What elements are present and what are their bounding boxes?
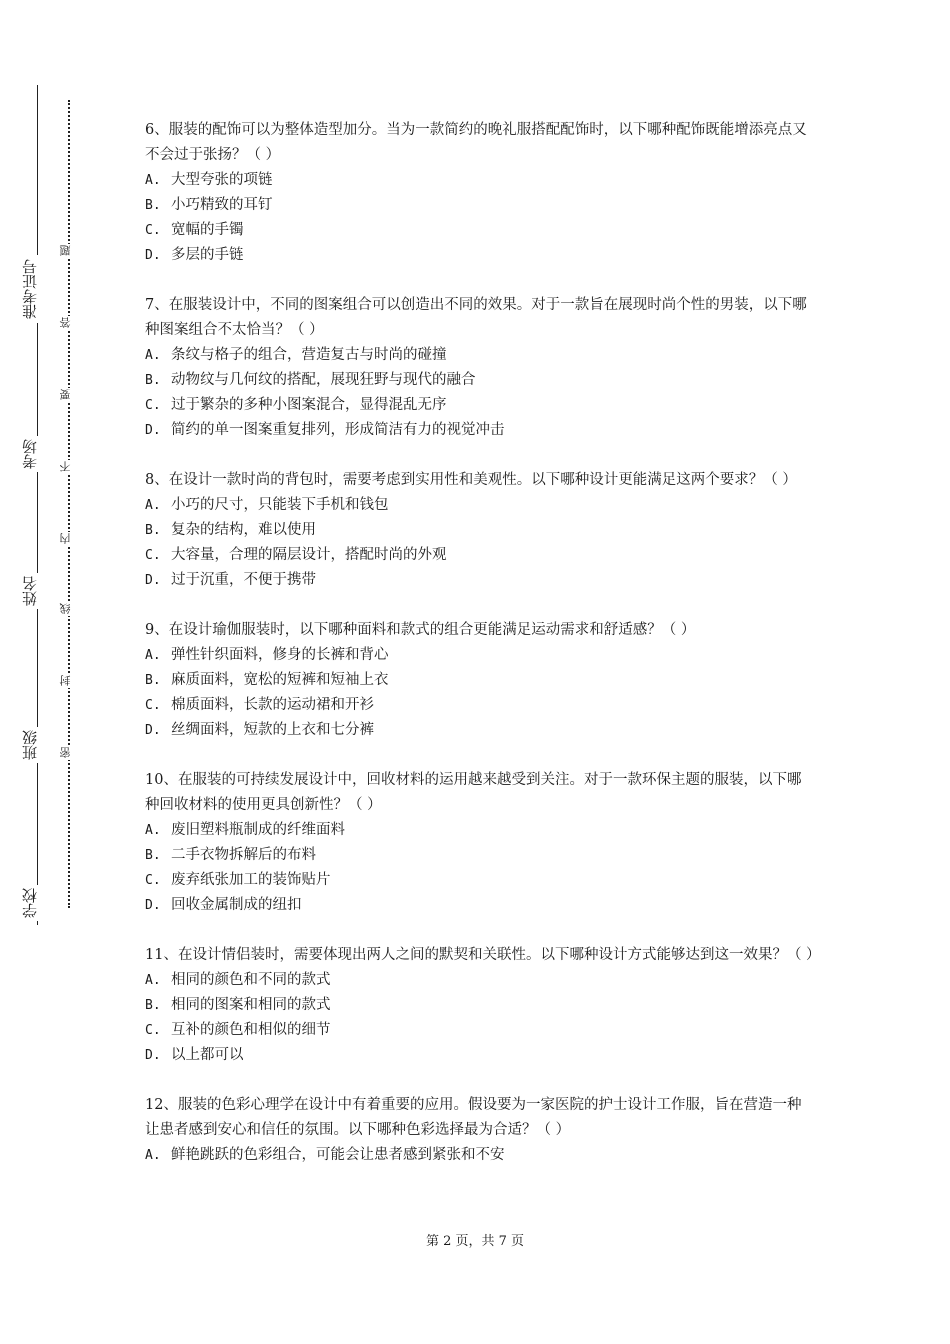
option-text: 丝绸面料，短款的上衣和七分裤 — [171, 722, 374, 738]
option-letter: B. — [145, 848, 161, 863]
option-a[interactable] — [145, 168, 815, 193]
seal-char: 要 — [60, 388, 76, 402]
question-stem: 11、在设计情侣装时，需要体现出两人之间的默契和关联性。以下哪种设计方式能够达到这一效果？（ ） — [145, 947, 821, 963]
option-text: 二手衣物拆解后的布料 — [171, 847, 316, 863]
option-text: 鲜艳跳跃的色彩组合，可能会让患者感到紧张和不安 — [171, 1147, 505, 1163]
option-letter: D. — [145, 573, 161, 588]
option-b[interactable] — [145, 518, 815, 543]
exam-room-label: 考场 — [22, 436, 42, 472]
option-letter: A. — [145, 1148, 161, 1163]
option-text: 废旧塑料瓶制成的纤维面料 — [171, 822, 345, 838]
option-letter: A. — [145, 823, 161, 838]
option-letter: D. — [145, 423, 161, 438]
option-text: 过于繁杂的多种小图案混合，显得混乱无序 — [171, 397, 447, 413]
question-stem: 8、在设计一款时尚的背包时，需要考虑到实用性和美观性。以下哪种设计更能满足这两个要求？（ ） — [145, 472, 797, 488]
question-stem: 9、在设计瑜伽服装时，以下哪种面料和款式的组合更能满足运动需求和舒适感？（ ） — [145, 622, 696, 638]
option-letter: D. — [145, 723, 161, 738]
option-letter: A. — [145, 173, 161, 188]
option-d[interactable] — [145, 1043, 815, 1068]
option-text: 大型夸张的项链 — [171, 172, 273, 188]
question-stem: 10、在服装的可持续发展设计中，回收材料的运用越来越受到关注。对于一款环保主题的服装，以下哪种回收材料的使用更具创新性？（ ） — [145, 772, 802, 813]
option-letter: C. — [145, 873, 161, 888]
option-text: 动物纹与几何纹的搭配，展现狂野与现代的融合 — [171, 372, 476, 388]
option-a[interactable] — [145, 643, 815, 668]
question-11 — [145, 943, 821, 1068]
option-letter: D. — [145, 1048, 161, 1063]
question-6 — [145, 118, 815, 268]
option-d[interactable] — [145, 568, 815, 593]
option-c[interactable] — [145, 1018, 815, 1043]
option-letter: A. — [145, 348, 161, 363]
option-letter: D. — [145, 248, 161, 263]
option-letter: A. — [145, 648, 161, 663]
option-text: 小巧精致的耳钉 — [171, 197, 273, 213]
option-text: 过于沉重，不便于携带 — [171, 572, 316, 588]
binding-solid-line — [37, 85, 38, 925]
option-letter: C. — [145, 398, 161, 413]
question-list — [145, 118, 821, 1193]
option-text: 宽幅的手镯 — [171, 222, 244, 238]
option-d[interactable] — [145, 893, 815, 918]
option-text: 互补的颜色和相似的细节 — [171, 1022, 331, 1038]
option-text: 弹性针织面料，修身的长裤和背心 — [171, 647, 389, 663]
option-letter: B. — [145, 523, 161, 538]
option-letter: A. — [145, 498, 161, 513]
question-8 — [145, 468, 815, 593]
exam-id-label: 准考证号 — [22, 255, 42, 323]
option-letter: C. — [145, 548, 161, 563]
option-a[interactable] — [145, 493, 815, 518]
option-d[interactable] — [145, 418, 815, 443]
option-c[interactable] — [145, 393, 815, 418]
option-a[interactable] — [145, 818, 815, 843]
question-stem: 12、服装的色彩心理学在设计中有着重要的应用。假设要为一家医院的护士设计工作服，旨在营造一种让患者感到安心和信任的氛围。以下哪种色彩选择最为合适？（ ） — [145, 1097, 802, 1138]
option-text: 相同的图案和相同的款式 — [171, 997, 331, 1013]
option-letter: B. — [145, 198, 161, 213]
option-letter: B. — [145, 373, 161, 388]
seal-char: 密 — [60, 746, 76, 760]
option-letter: C. — [145, 223, 161, 238]
option-letter: A. — [145, 973, 161, 988]
option-b[interactable] — [145, 668, 815, 693]
name-label: 姓名 — [22, 573, 42, 609]
question-stem: 7、在服装设计中，不同的图案组合可以创造出不同的效果。对于一款旨在展现时尚个性的男装，以下哪种图案组合不太恰当？（ ） — [145, 297, 807, 338]
class-label: 班级 — [22, 727, 42, 763]
seal-char: 封 — [60, 674, 76, 688]
option-d[interactable] — [145, 243, 815, 268]
seal-char: 线 — [60, 602, 76, 616]
option-letter: B. — [145, 673, 161, 688]
option-text: 相同的颜色和不同的款式 — [171, 972, 331, 988]
option-text: 棉质面料，长款的运动裙和开衫 — [171, 697, 374, 713]
option-text: 条纹与格子的组合，营造复古与时尚的碰撞 — [171, 347, 447, 363]
option-letter: C. — [145, 1023, 161, 1038]
seal-char: 不 — [60, 460, 76, 474]
option-text: 多层的手链 — [171, 247, 244, 263]
option-text: 麻质面料，宽松的短裤和短袖上衣 — [171, 672, 389, 688]
option-text: 回收金属制成的纽扣 — [171, 897, 302, 913]
option-c[interactable] — [145, 218, 815, 243]
seal-char: 内 — [60, 532, 76, 546]
option-text: 废弃纸张加工的装饰贴片 — [171, 872, 331, 888]
school-label: 学校 — [22, 885, 42, 921]
page-number-footer: 第 2 页，共 7 页 — [425, 1234, 525, 1249]
option-letter: B. — [145, 998, 161, 1013]
binding-dotted-line — [68, 100, 70, 908]
seal-char: 答 — [60, 316, 76, 330]
question-9 — [145, 618, 815, 743]
option-c[interactable] — [145, 868, 815, 893]
question-10 — [145, 768, 815, 918]
question-12 — [145, 1093, 815, 1168]
option-a[interactable] — [145, 1143, 815, 1168]
seal-char: 题 — [60, 244, 76, 258]
option-b[interactable] — [145, 193, 815, 218]
option-letter: C. — [145, 698, 161, 713]
option-b[interactable] — [145, 368, 815, 393]
option-b[interactable] — [145, 843, 815, 868]
option-text: 小巧的尺寸，只能装下手机和钱包 — [171, 497, 389, 513]
question-stem: 6、服装的配饰可以为整体造型加分。当为一款简约的晚礼服搭配配饰时，以下哪种配饰既能增添亮点又不会过于张扬？（ ） — [145, 122, 807, 163]
option-a[interactable] — [145, 968, 815, 993]
question-7 — [145, 293, 815, 443]
option-c[interactable] — [145, 693, 815, 718]
option-text: 以上都可以 — [171, 1047, 244, 1063]
option-text: 大容量，合理的隔层设计，搭配时尚的外观 — [171, 547, 447, 563]
option-d[interactable] — [145, 718, 815, 743]
option-b[interactable] — [145, 993, 815, 1018]
option-text: 复杂的结构，难以使用 — [171, 522, 316, 538]
option-text: 简约的单一图案重复排列，形成简洁有力的视觉冲击 — [171, 422, 505, 438]
option-c[interactable] — [145, 543, 815, 568]
option-letter: D. — [145, 898, 161, 913]
option-a[interactable] — [145, 343, 815, 368]
